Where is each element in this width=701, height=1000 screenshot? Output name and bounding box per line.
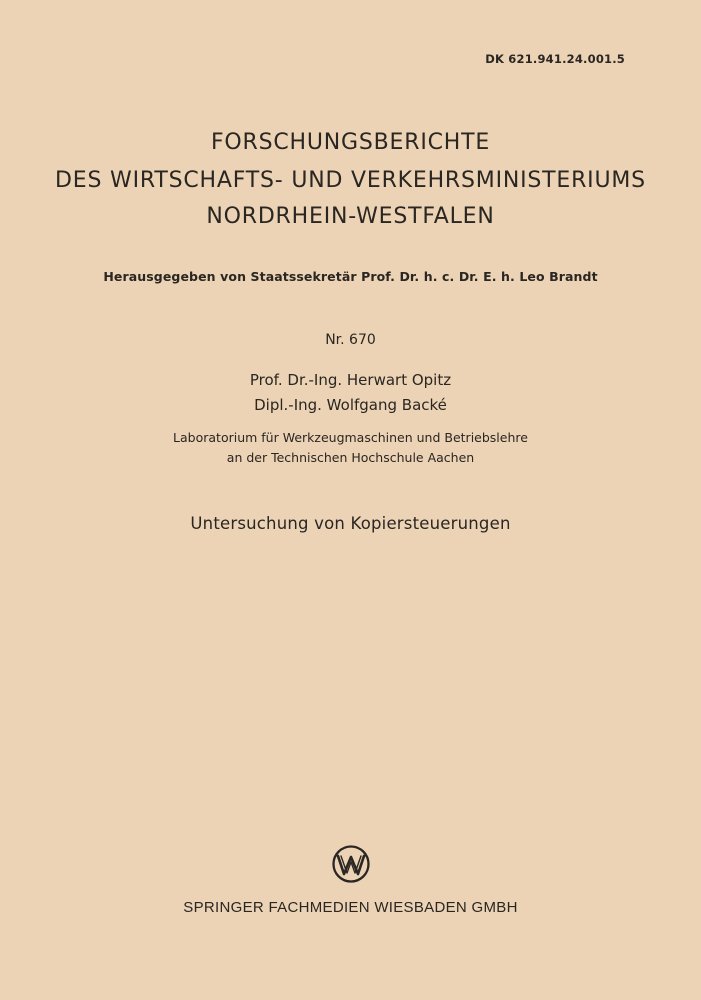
institute-line-1: Laboratorium für Werkzeugmaschinen und Betriebslehre [173, 430, 528, 445]
publisher-name: SPRINGER FACHMEDIEN WIESBADEN GMBH [183, 899, 518, 916]
series-title-line-1: FORSCHUNGSBERICHTE [210, 130, 491, 155]
book-title: Untersuchung von Kopiersteuerungen [190, 514, 511, 533]
institute-line-2: an der Technischen Hochschule Aachen [226, 450, 475, 465]
volume-number: Nr. 670 [325, 332, 376, 348]
series-title-line-3: NORDRHEIN-WESTFALEN [206, 204, 495, 229]
series-title-line-2: DES WIRTSCHAFTS- UND VERKEHRSMINISTERIUMS [55, 168, 646, 193]
dk-classification: DK 621.941.24.001.5 [485, 52, 625, 66]
publisher-logo-icon [331, 844, 371, 884]
editor-line: Herausgegeben von Staatssekretär Prof. Dr. h. c. Dr. E. h. Leo Brandt [103, 269, 598, 284]
author-2: Dipl.-Ing. Wolfgang Backé [254, 396, 447, 414]
author-1: Prof. Dr.-Ing. Herwart Opitz [249, 371, 452, 389]
